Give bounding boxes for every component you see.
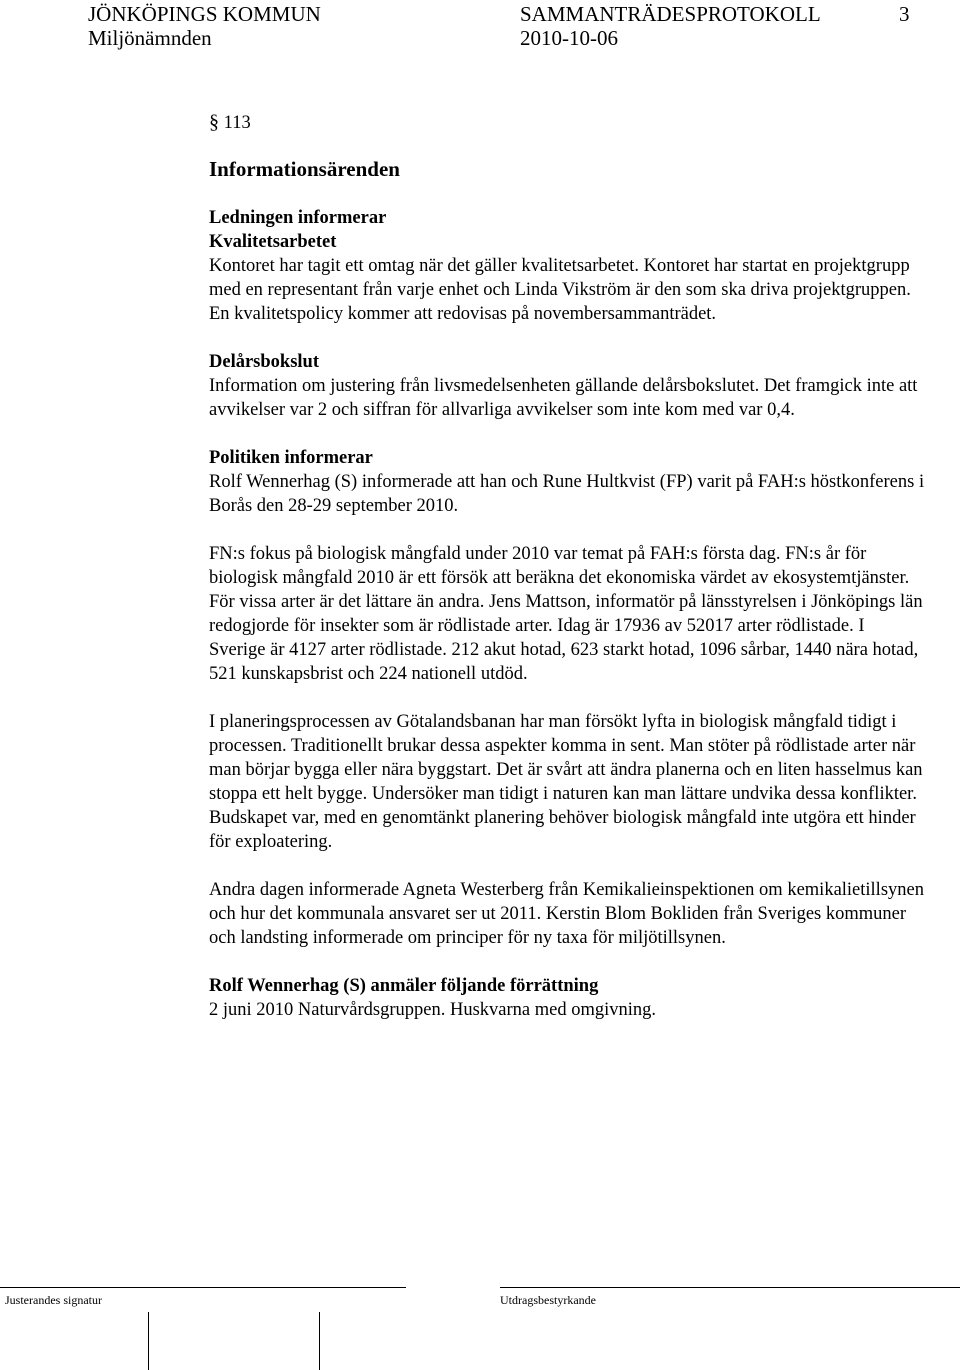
header-date: 2010-10-06 bbox=[520, 26, 618, 50]
section-delarsbokslut bbox=[209, 350, 925, 422]
case-number bbox=[209, 110, 251, 135]
section-heading: Politiken informerar bbox=[209, 448, 373, 468]
section-text: Information om justering från livsmedelsenheten gällande delårsbokslutet. Det framgick inte att avvikelser var 2 och siffran för allvarliga avvikelser som inte kom med var 0,4. bbox=[209, 376, 918, 420]
section-heading: Delårsbokslut bbox=[209, 352, 319, 372]
section-ledningen bbox=[209, 206, 925, 326]
case-title: Informationsärenden bbox=[209, 157, 400, 181]
section-text: Kontoret har tagit ett omtag när det gäller kvalitetsarbetet. Kontoret har startat en projektgrupp med en representant från varje enhet och Linda Vikström är den som ska driva projektgruppen. En kvalitetspolicy kommer att redovisas på novembersammanträdet. bbox=[209, 256, 911, 324]
footer-rule-right bbox=[500, 1287, 960, 1288]
section-symbol: § bbox=[209, 111, 219, 133]
section-paragraph: Andra dagen informerade Agneta Westerberg från Kemikalieinspektionen om kemikalietillsynen och hur det kommunala ansvaret ser ut 2011. Kerstin Blom Bokliden från Sveriges kommuner och landsting informerade om principer för ny taxa för miljötillsynen. bbox=[209, 880, 924, 948]
header-committee: Miljönämnden bbox=[88, 26, 212, 50]
section-politiken bbox=[209, 446, 925, 950]
certification-label: Utdragsbestyrkande bbox=[500, 1293, 596, 1307]
signature-label: Justerandes signatur bbox=[5, 1293, 102, 1307]
signature-box-divider bbox=[148, 1312, 149, 1370]
section-paragraph: Rolf Wennerhag (S) informerade att han och Rune Hultkvist (FP) varit på FAH:s höstkonferens i Borås den 28-29 september 2010. bbox=[209, 472, 925, 516]
header-doc-type: SAMMANTRÄDESPROTOKOLL bbox=[520, 2, 821, 26]
document-body bbox=[209, 206, 925, 1022]
section-forrattning bbox=[209, 974, 925, 1022]
header-municipality: JÖNKÖPINGS KOMMUN bbox=[88, 2, 321, 26]
signature-box-divider bbox=[319, 1312, 320, 1370]
section-heading: Rolf Wennerhag (S) anmäler följande förrättning bbox=[209, 976, 599, 996]
footer-rule-left bbox=[0, 1287, 406, 1288]
section-heading: Ledningen informerar bbox=[209, 208, 387, 228]
header-page-number: 3 bbox=[899, 2, 910, 26]
case-number-value: 113 bbox=[223, 113, 251, 133]
section-paragraph: FN:s fokus på biologisk mångfald under 2010 var temat på FAH:s första dag. FN:s år för biologisk mångfald 2010 är ett försök att beräkna det ekonomiska värdet av ekosystemtjänster. För vissa arter är det lättare än andra. Jens Mattson, informatör på länsstyrelsen i Jönköpings län redogjorde för insekter som är rödlistade arter. Idag är 17936 av 52017 arter rödlistade. I Sverige är 4127 arter rödlistade. 212 akut hotad, 623 starkt hotad, 1096 sårbar, 1440 nära hotad, 521 kunskapsbrist och 224 nationell utdöd. bbox=[209, 544, 923, 684]
section-text: 2 juni 2010 Naturvårdsgruppen. Huskvarna med omgivning. bbox=[209, 1000, 657, 1020]
section-subheading: Kvalitetsarbetet bbox=[209, 232, 337, 252]
section-paragraph: I planeringsprocessen av Götalandsbanan har man försökt lyfta in biologisk mångfald tidigt i processen. Traditionellt brukar dessa aspekter komma in sent. Man stöter på rödlistade arter när man börjar bygga eller nära byggstart. Det är svårt att ändra planerna och en liten hasselmus kan stoppa ett helt bygge. Undersöker man tidigt i naturen kan man lättare undvika dessa konflikter. Budskapet var, med en genomtänkt planering behöver biologisk mångfald inte utgöra ett hinder för exploatering. bbox=[209, 712, 923, 852]
